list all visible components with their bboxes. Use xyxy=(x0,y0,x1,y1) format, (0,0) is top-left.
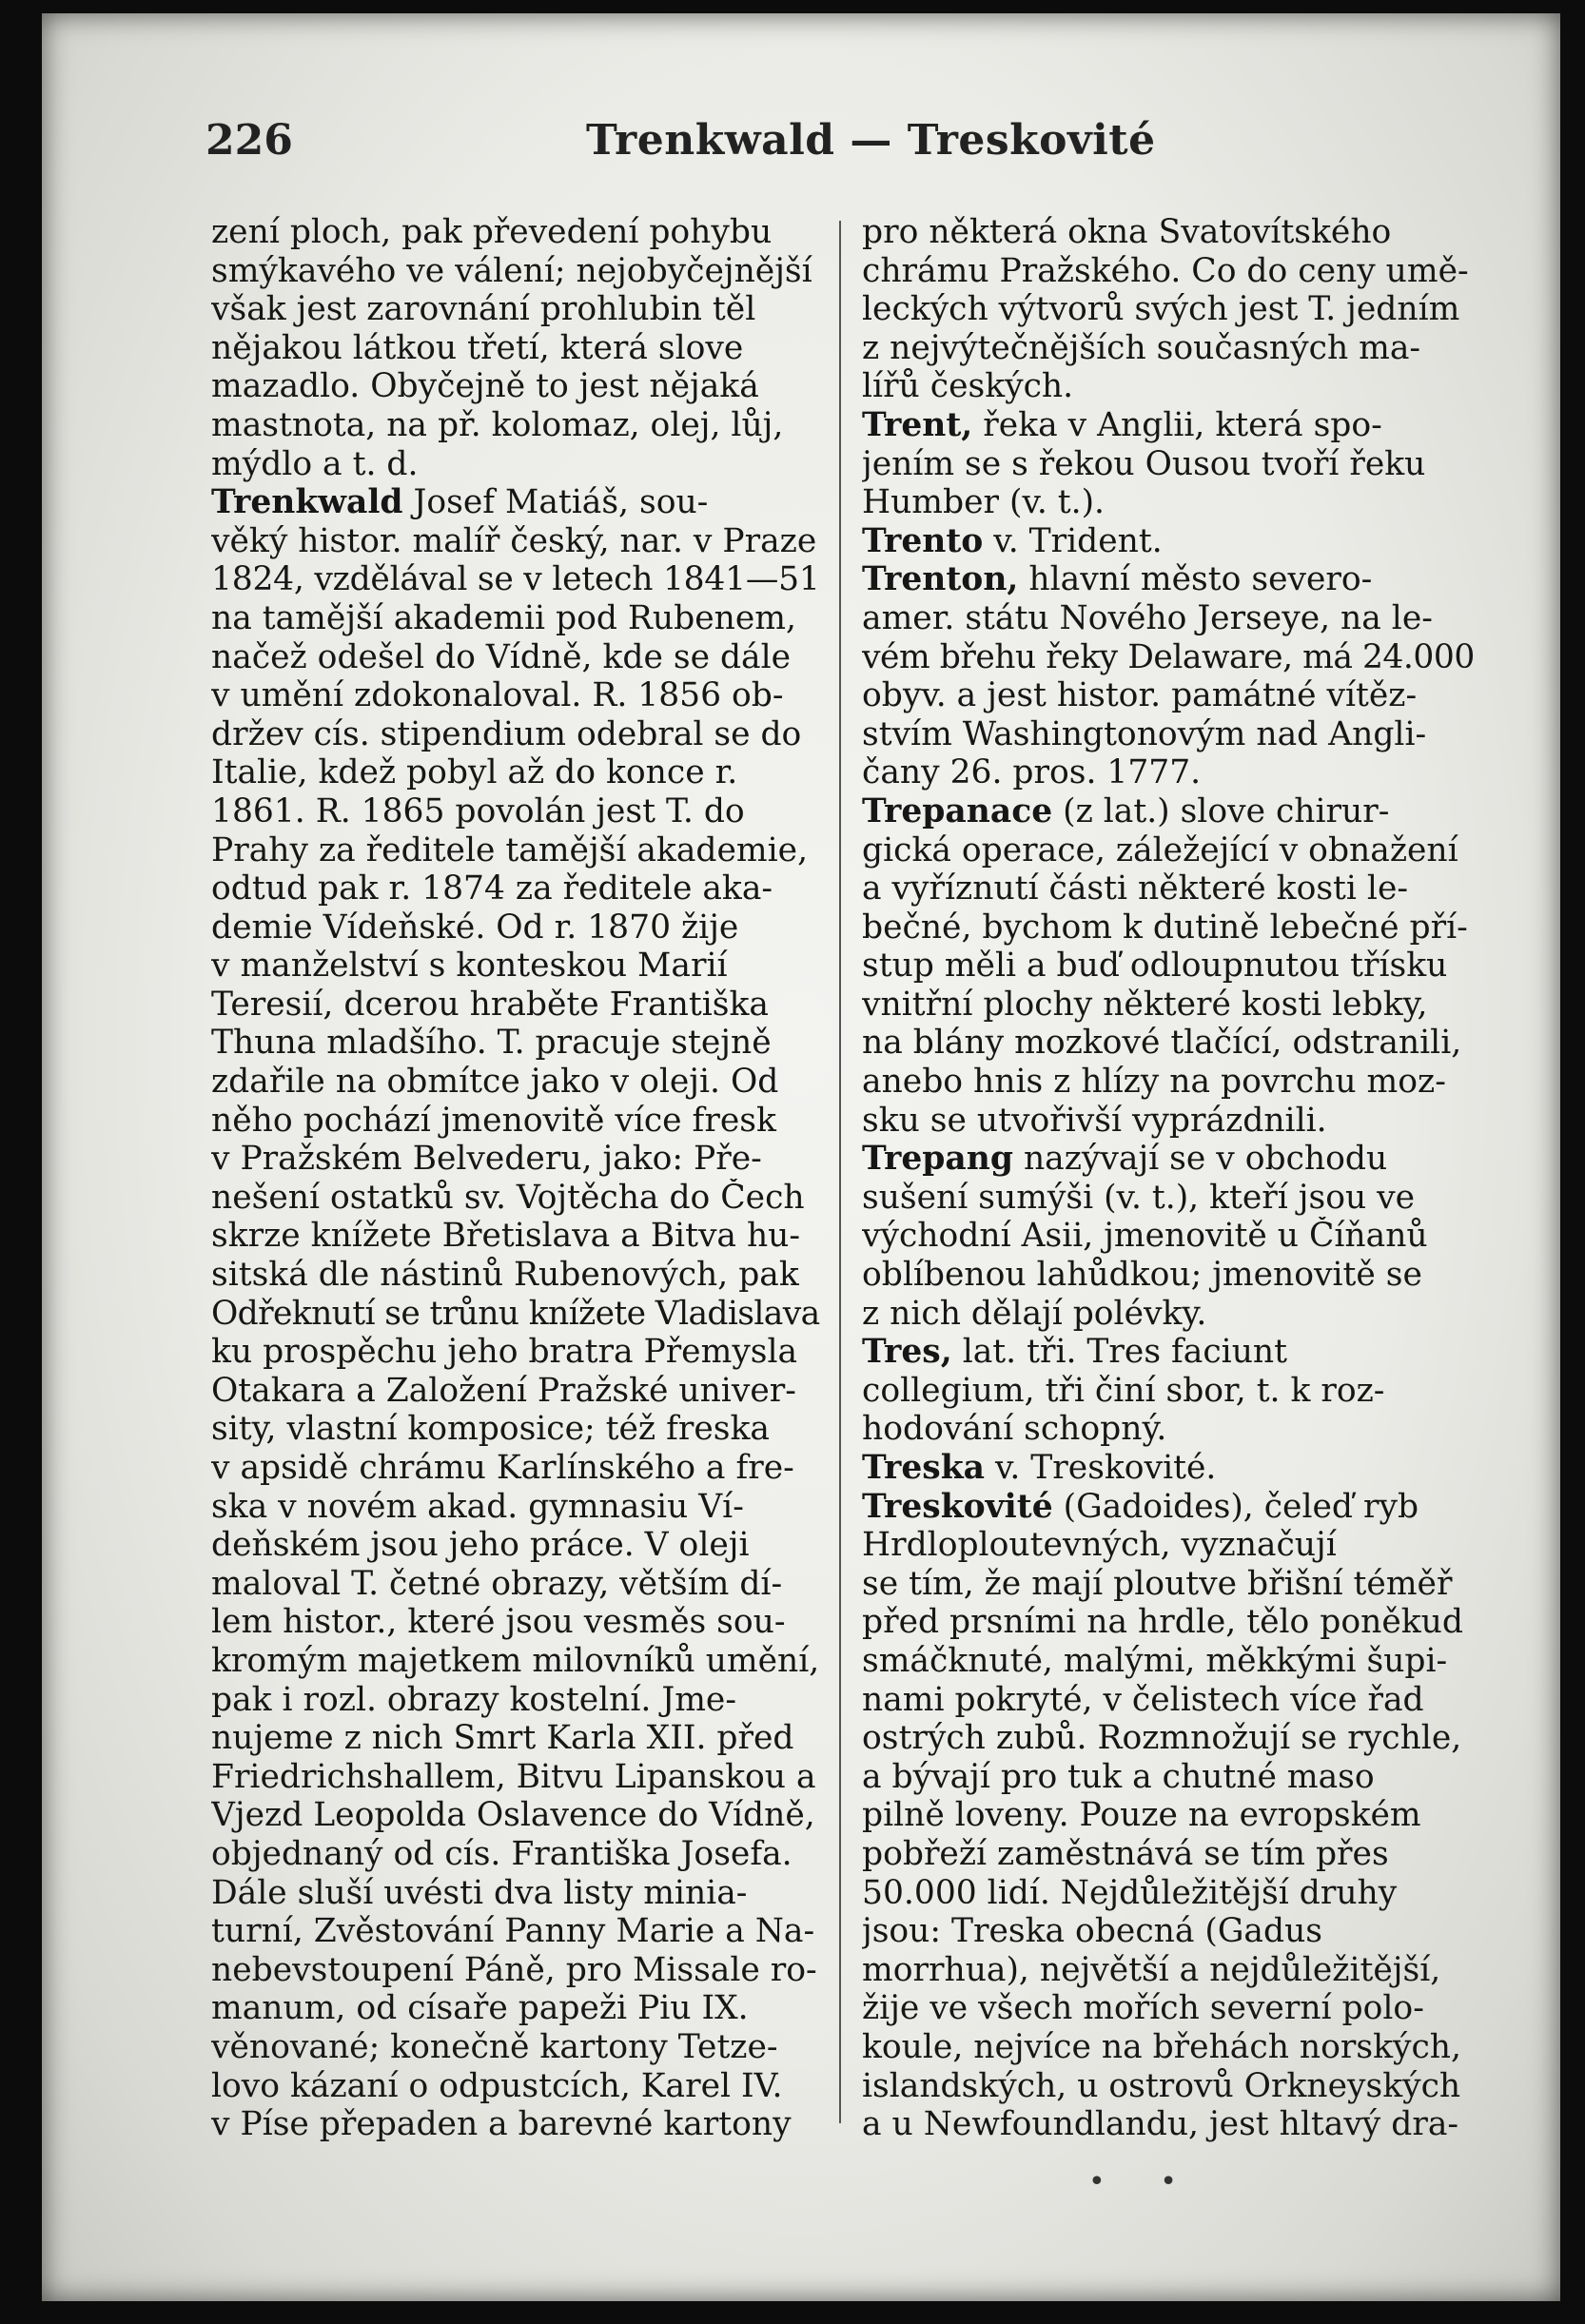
right-column-line: čany 26. pros. 1777. xyxy=(862,753,1202,792)
right-column-line: nami pokryté, v čelistech více řad xyxy=(862,1680,1424,1719)
left-column-line: na tamější akademii pod Rubenem, xyxy=(211,598,796,637)
left-column-line: Odřeknutí se trůnu knížete Vladislava xyxy=(211,1294,820,1333)
right-column-line: lířů českých. xyxy=(862,367,1074,406)
right-column xyxy=(862,213,1475,2144)
left-column-line: Prahy za ředitele tamější akademie, xyxy=(211,830,809,869)
right-column-line: z nich dělají polévky. xyxy=(862,1294,1207,1333)
left-column-line: lem histor., které jsou vesměs sou- xyxy=(211,1603,786,1642)
right-column-line: islandských, u ostrovů Orkneyských xyxy=(862,2066,1461,2105)
left-column-line: Trenkwald Josef Matiáš, sou- xyxy=(211,483,709,522)
left-column-line: demie Vídeňské. Od r. 1870 žije xyxy=(211,908,739,947)
book-page xyxy=(42,13,1560,2301)
right-column-line: a bývají pro tuk a chutné maso xyxy=(862,1757,1375,1796)
left-column-line: zdařile na obmítce jako v oleji. Od xyxy=(211,1063,779,1102)
left-column-line: věký histor. malíř český, nar. v Praze xyxy=(211,521,817,560)
left-column-line: nešení ostatků sv. Vojtěcha do Čech xyxy=(211,1178,805,1217)
left-column-line: deňském jsou jeho práce. V oleji xyxy=(211,1526,750,1565)
right-column-line: Trent, řeka v Anglii, která spo- xyxy=(862,405,1382,444)
right-column-line: pobřeží zaměstnává se tím přes xyxy=(862,1834,1389,1873)
left-column-line: nujeme z nich Smrt Karla XII. před xyxy=(211,1719,794,1758)
left-column-line: odtud pak r. 1874 za ředitele aka- xyxy=(211,869,773,908)
right-column-line: chrámu Pražského. Co do ceny umě- xyxy=(862,251,1469,290)
right-column-line: Trepang nazývají se v obchodu xyxy=(862,1140,1388,1179)
left-column-line: nebevstoupení Páně, pro Missale ro- xyxy=(211,1950,817,1989)
right-column-line: Humber (v. t.). xyxy=(862,483,1106,522)
left-column-line: držev cís. stipendium odebral se do xyxy=(211,714,802,753)
right-column-line: sušení sumýši (v. t.), kteří jsou ve xyxy=(862,1178,1416,1217)
right-column-line: hodování schopný. xyxy=(862,1410,1167,1449)
left-column-line: pak i rozl. obrazy kostelní. Jme- xyxy=(211,1680,736,1719)
left-column-line: Italie, kdež pobyl až do konce r. xyxy=(211,753,738,792)
left-column-line: sitská dle nástinů Rubenových, pak xyxy=(211,1256,799,1295)
right-column-line: sku se utvořivší vyprázdnili. xyxy=(862,1101,1327,1140)
right-column-line: z nejvýtečnějších současných ma- xyxy=(862,328,1421,367)
right-column-line: Trenton, hlavní město severo- xyxy=(862,560,1373,599)
left-column-line: v apsidě chrámu Karlínského a fre- xyxy=(211,1449,794,1487)
left-column-line: kromým majetkem milovníků umění, xyxy=(211,1641,820,1680)
left-column-line: v umění zdokonaloval. R. 1856 ob- xyxy=(211,676,784,715)
right-column-line: morrhua), největší a nejdůležitější, xyxy=(862,1950,1441,1989)
page-header xyxy=(42,116,1560,173)
right-column-line: jením se s řekou Ousou tvoří řeku xyxy=(862,444,1426,483)
right-column-line: žije ve všech mořích severní polo- xyxy=(862,1989,1424,2028)
left-column-line: v Pražském Belvederu, jako: Pře- xyxy=(211,1140,762,1179)
right-column-line: vnitřní plochy některé kosti lebky, xyxy=(862,985,1428,1024)
left-column-line: ska v novém akad. gymnasiu Ví- xyxy=(211,1487,744,1526)
right-column-line: na blány mozkové tlačící, odstranili, xyxy=(862,1024,1462,1063)
right-column-line: koule, nejvíce na břehách norských, xyxy=(862,2027,1461,2066)
right-column-line: se tím, že mají ploutve břišní téměř xyxy=(862,1564,1453,1603)
right-column-line: a vyříznutí části některé kosti le- xyxy=(862,869,1409,908)
left-column-line: Friedrichshallem, Bitvu Lipanskou a xyxy=(211,1757,816,1796)
left-column-line: v manželství s konteskou Marií xyxy=(211,947,728,986)
right-column-line: Tres, lat. tři. Tres faciunt xyxy=(862,1333,1288,1372)
left-column-line: skrze knížete Břetislava a Bitva hu- xyxy=(211,1217,801,1256)
left-column-line: Thuna mladšího. T. pracuje stejně xyxy=(211,1024,772,1063)
right-column-line: pilně loveny. Pouze na evropském xyxy=(862,1796,1421,1835)
right-column-line: 50.000 lidí. Nejdůležitější druhy xyxy=(862,1873,1398,1912)
left-column-line: Dále sluší uvésti dva listy minia- xyxy=(211,1873,748,1912)
right-column-line: a u Newfoundlandu, jest hltavý dra- xyxy=(862,2105,1459,2144)
right-column-line: Trepanace (z lat.) slove chirur- xyxy=(862,791,1390,830)
right-column-line: smáčknuté, malými, měkkými šupi- xyxy=(862,1641,1448,1680)
right-column-line: leckých výtvorů svých jest T. jedním xyxy=(862,290,1460,329)
right-column-line: bečné, bychom k dutině lebečné pří- xyxy=(862,908,1468,947)
left-column-line: smýkavého ve válení; nejobyčejnější xyxy=(211,251,812,290)
right-column-line: amer. státu Nového Jerseye, na le- xyxy=(862,598,1433,637)
left-column-line: věnované; konečně kartony Tetze- xyxy=(211,2027,778,2066)
left-column-line: však jest zarovnání prohlubin těl xyxy=(211,290,756,329)
left-column-line: 1861. R. 1865 povolán jest T. do xyxy=(211,791,745,830)
left-column-line: ku prospěchu jeho bratra Přemysla xyxy=(211,1333,798,1372)
right-column-line: stup měli a buď odloupnutou třísku xyxy=(862,947,1448,986)
right-column-line: collegium, tři činí sbor, t. k roz- xyxy=(862,1371,1385,1410)
left-column-line: lovo kázaní o odpustcích, Karel IV. xyxy=(211,2066,783,2105)
page-number: 226 xyxy=(205,116,293,165)
right-column-line: Treskovité (Gadoides), čeleď ryb xyxy=(862,1487,1419,1526)
left-column-line: v Píse přepaden a barevné kartony xyxy=(211,2105,792,2144)
right-column-line: východní Asii, jmenovitě u Číňanů xyxy=(862,1217,1428,1256)
left-column-line: Teresií, dcerou hraběte Františka xyxy=(211,985,769,1024)
right-column-line: oblíbenou lahůdkou; jmenovitě se xyxy=(862,1256,1422,1295)
left-column-line: mastnota, na př. kolomaz, olej, lůj, xyxy=(211,405,784,444)
right-column-line: gická operace, záležející v obnažení xyxy=(862,830,1458,869)
left-column-line: Otakara a Založení Pražské univer- xyxy=(211,1371,796,1410)
left-column-line: maloval T. četné obrazy, větším dí- xyxy=(211,1564,783,1603)
left-column-line: nějakou látkou třetí, která slove xyxy=(211,328,744,367)
left-column-line: zení ploch, pak převedení pohybu xyxy=(211,213,773,251)
left-column-line: sity, vlastní komposice; též freska xyxy=(211,1410,770,1449)
right-column-line: Trento v. Trident. xyxy=(862,521,1163,560)
right-column-line: Hrdloploutevných, vyznačují xyxy=(862,1526,1337,1565)
left-column-line: mýdlo a t. d. xyxy=(211,444,419,483)
right-column-line: stvím Washingtonovým nad Angli- xyxy=(862,714,1427,753)
right-column-line: obyv. a jest histor. památné vítěz- xyxy=(862,676,1418,715)
right-column-line: jsou: Treska obecná (Gadus xyxy=(862,1912,1322,1951)
left-column-line: turní, Zvěstování Panny Marie a Na- xyxy=(211,1912,815,1951)
bottom-marks: • • xyxy=(1088,2165,1200,2198)
right-column-line: Treska v. Treskovité. xyxy=(862,1449,1217,1487)
running-title: Trenkwald — Treskovité xyxy=(586,116,1156,165)
column-divider xyxy=(839,221,841,2123)
right-column-line: anebo hnis z hlízy na povrchu moz- xyxy=(862,1063,1446,1102)
left-column xyxy=(211,213,820,2144)
right-column-line: před prsními na hrdle, tělo poněkud xyxy=(862,1603,1463,1642)
left-column-line: 1824, vzdělával se v letech 1841—51 xyxy=(211,560,820,599)
left-column-line: načež odešel do Vídně, kde se dále xyxy=(211,637,792,676)
left-column-line: objednaný od cís. Františka Josefa. xyxy=(211,1834,792,1873)
left-column-line: něho pochází jmenovitě více fresk xyxy=(211,1101,776,1140)
right-column-line: pro některá okna Svatovítského xyxy=(862,213,1392,251)
left-column-line: Vjezd Leopolda Oslavence do Vídně, xyxy=(211,1796,815,1835)
right-column-line: vém břehu řeky Delaware, má 24.000 xyxy=(862,637,1475,676)
right-column-line: ostrých zubů. Rozmnožují se rychle, xyxy=(862,1719,1462,1758)
left-column-line: manum, od císaře papeži Piu IX. xyxy=(211,1989,749,2028)
left-column-line: mazadlo. Obyčejně to jest nějaká xyxy=(211,367,759,406)
